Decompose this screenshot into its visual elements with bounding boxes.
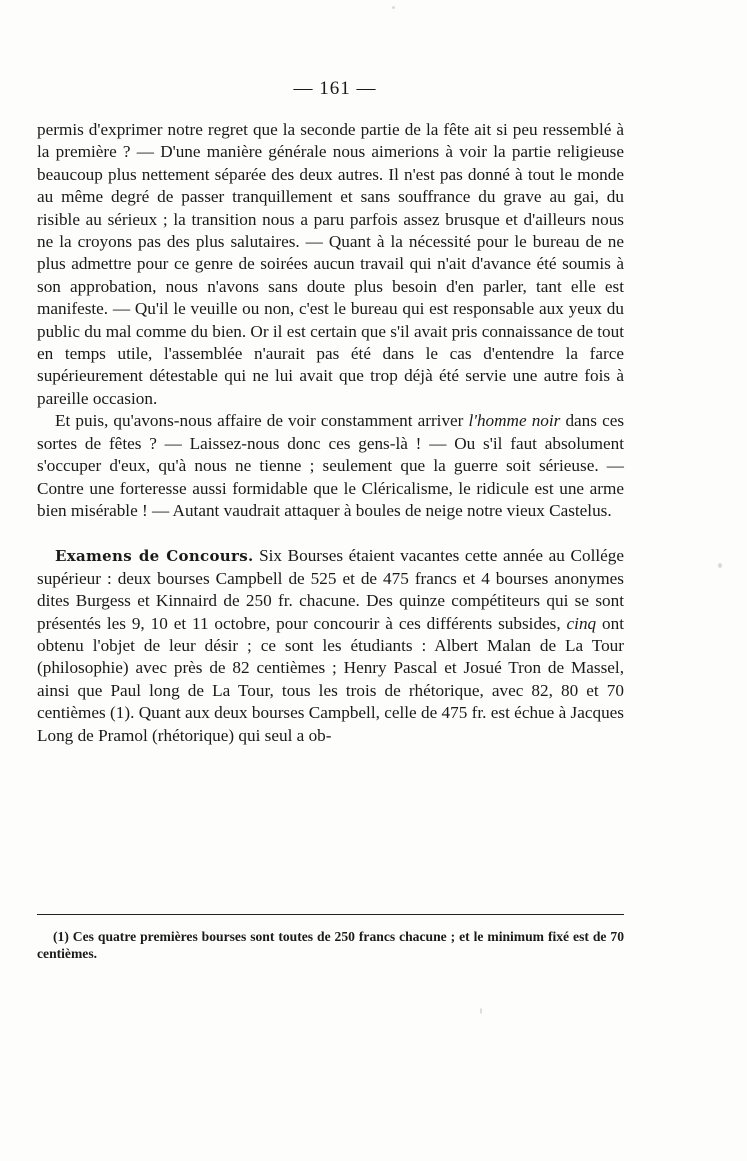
footnote: (1) Ces quatre premières bourses sont toutes de 250 francs chacune ; et le minimum fixé est de 70 centièmes. [37, 929, 624, 961]
paragraph-1: permis d'exprimer notre regret que la seconde partie de la fête ait si peu ressemblé à la première ? — D'une manière générale nous aimerions à voir la partie religieuse beaucoup plus nettement séparée des deux autres. Il n'est pas donné à tout le monde au même degré de passer tranquillement et sans souffrance du grave au gai, du risible au sérieux ; la transition nous a paru parfois assez brusque et d'ailleurs nous ne la croyons pas des plus salutaires. — Quant à la nécessité pour le bureau de ne plus admettre pour ce genre de soirées aucun travail qui n'ait d'avance été soumis à son approbation, nous n'avons sans doute plus besoin d'en parler, tant elle est manifeste. — Qu'il le veuille ou non, c'est le bureau qui est responsable aux yeux du public du mal comme du bien. Or il est certain que s'il avait pris connaissance de tout en temps utile, l'assemblée n'aurait pas été dans le cas d'entendre la farce supérieurement détestable qui ne lui avait que trop déjà été servie une autre fois à pareille occasion. [37, 120, 624, 408]
section-italic: cinq [566, 613, 597, 633]
page-number: — 161 — [293, 78, 377, 99]
section-text-b: ont obtenu l'objet de leur désir ; ce sont les étudiants : Albert Malan de La Tour (philosophie) avec près de 82 centièmes ; Henry Pascal et Josué Tron de Massel, ainsi que Paul long de La Tour, tous les trois de rhétorique, avec 82, 80 et 70 centièmes (1). Quant aux deux bourses Campbell, celle de 475 fr. est échue à Jacques Long de Pramol (rhétorique) qui seul a ob- [37, 613, 624, 745]
paragraph-2-italic: l'homme noir [468, 411, 561, 431]
paragraph-2-text-a: Et puis, qu'avons-nous affaire de voir constamment arriver [55, 411, 469, 431]
paragraph-2-text-b: dans ces sortes de fêtes ? — Laissez-nous donc ces gens-là ! — Ou s'il faut absolument s'occuper d'eux, qu'à nous ne tienne ; seulement que la guerre soit sérieuse. — Contre une forteresse aussi formidable que le Cléricalisme, le ridicule est une arme bien misérable ! — Autant vaudrait attaquer à boules de neige notre vieux Castelus. [37, 411, 625, 520]
section-concours [37, 545, 624, 747]
section-text-a: Six Bourses étaient vacantes cette année au Collége supérieur : deux bourses Campbell de 525 et de 475 francs et 4 bourses anonymes dites Burgess et Kinnaird de 250 fr. chacune. Des quinze compétiteurs qui se sont présentés les 9, 10 et 11 octobre, pour concourir à ces différents subsides, [37, 546, 624, 633]
main-text [37, 119, 624, 747]
footnote-divider [37, 914, 624, 915]
paragraph-2 [37, 410, 624, 522]
paper-speck [392, 6, 395, 9]
section-title: Examens de Concours. [55, 547, 254, 566]
paper-speck [480, 1008, 482, 1014]
paper-speck [718, 563, 722, 568]
